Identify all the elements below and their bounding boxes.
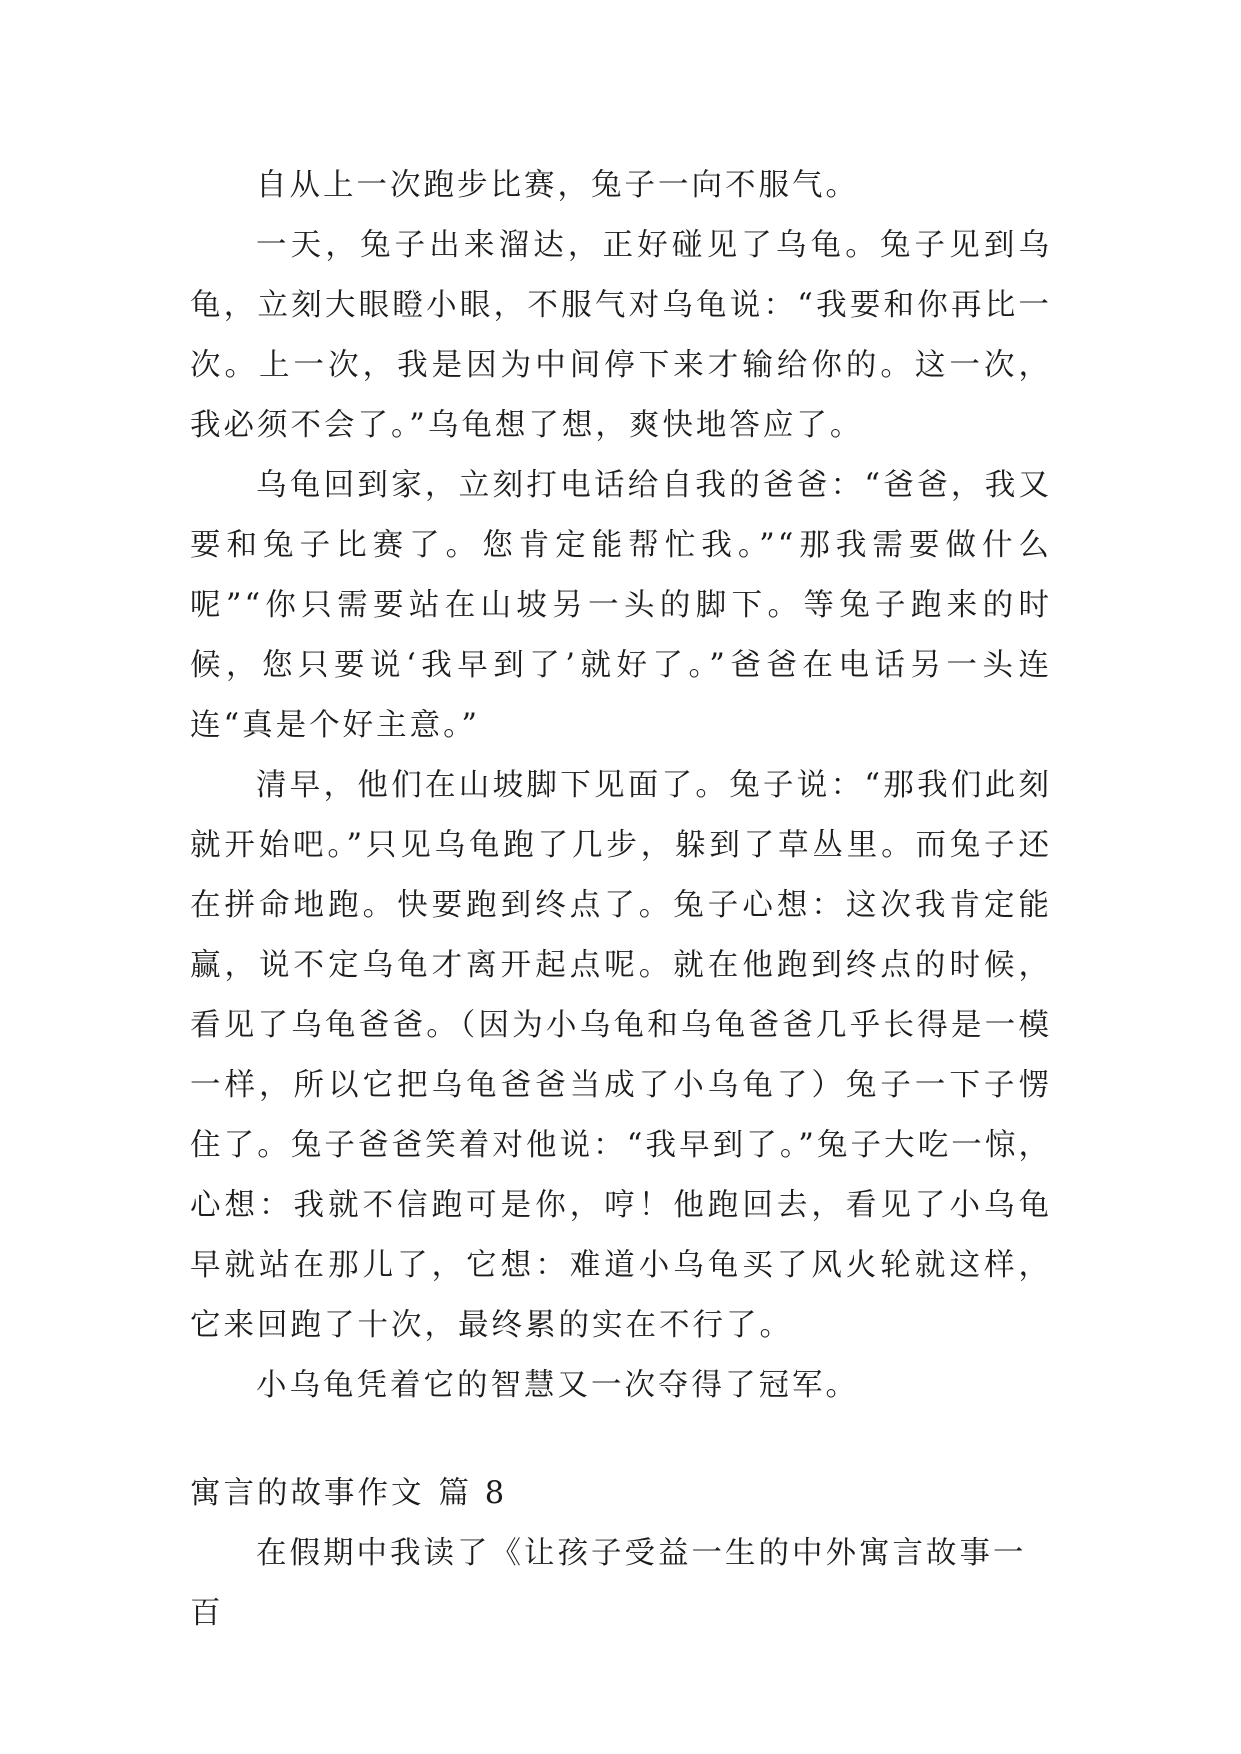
- paragraph-5: 小乌龟凭着它的智慧又一次夺得了冠军。: [256, 1368, 859, 1403]
- document-body: [190, 156, 1052, 1644]
- paragraph-3: 乌龟回到家，立刻打电话给自我的爸爸：“爸爸，我又要和兔子比赛了。您肯定能帮忙我。”“那我需要做什么呢”“你只需要站在山坡另一头的脚下。等兔子跑来的时候，您只要说‘我早到了’就好了。”爸爸在电话另一头连连“真是个好主意。”: [190, 468, 1052, 743]
- paragraph-2: 一天，兔子出来溜达，正好碰见了乌龟。兔子见到乌龟，立刻大眼瞪小眼，不服气对乌龟说：“我要和你再比一次。上一次，我是因为中间停下来才输给你的。这一次，我必须不会了。”乌龟想了想，爽快地答应了。: [190, 228, 1052, 443]
- section-heading: [190, 1464, 1052, 1524]
- paragraph-next: 在假期中我读了《让孩子受益一生的中外寓言故事一百: [190, 1536, 1027, 1631]
- paragraph-1: 自从上一次跑步比赛，兔子一向不服气。: [256, 168, 859, 203]
- section-heading-number: 篇 8: [438, 1476, 508, 1511]
- paragraph-4: 清早，他们在山坡脚下见面了。兔子说：“那我们此刻就开始吧。”只见乌龟跑了几步，躲到了草丛里。而兔子还在拼命地跑。快要跑到终点了。兔子心想：这次我肯定能赢，说不定乌龟才离开起点呢。就在他跑到终点的时候，看见了乌龟爸爸。（因为小乌龟和乌龟爸爸几乎长得是一模一样，所以它把乌龟爸爸当成了小乌龟了）兔子一下子愣住了。兔子爸爸笑着对他说：“我早到了。”兔子大吃一惊，心想：我就不信跑可是你，哼！他跑回去，看见了小乌龟早就站在那儿了，它想：难道小乌龟买了风火轮就这样，它来回跑了十次，最终累的实在不行了。: [190, 768, 1052, 1343]
- section-heading-title: 寓言的故事作文: [190, 1476, 425, 1511]
